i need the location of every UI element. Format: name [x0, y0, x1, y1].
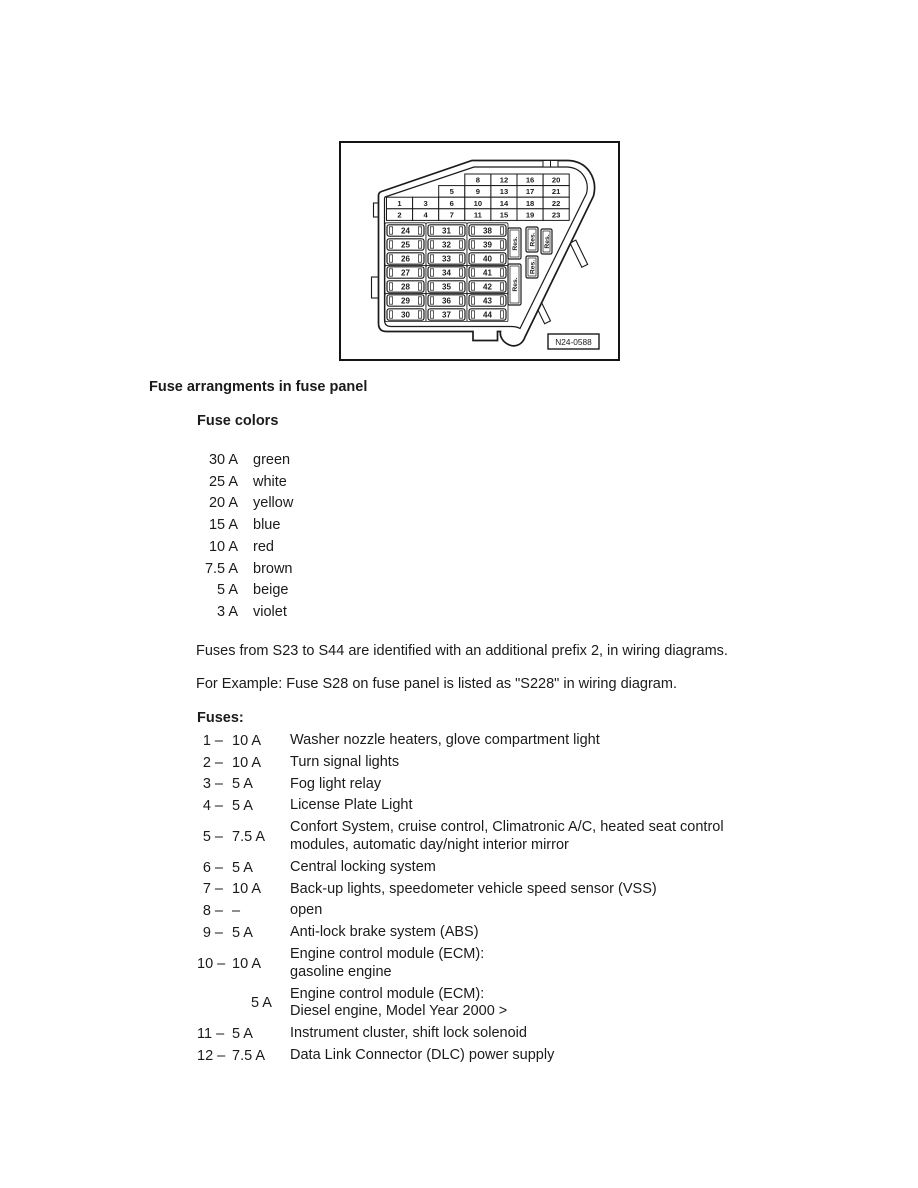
fuse-end-cap [418, 269, 421, 276]
fuse-end-cap [471, 283, 474, 290]
fuse-list-description-line: License Plate Light [290, 797, 413, 814]
fuse-end-cap [471, 297, 474, 304]
fuse-number: 44 [483, 310, 492, 320]
fuse-number: 38 [483, 226, 492, 236]
fuse-list-description [290, 730, 600, 752]
fuse-end-cap [418, 297, 421, 304]
fuse-color-name: beige [253, 582, 289, 599]
fuse-cell-number: 10 [473, 198, 483, 208]
fuse-end-cap [500, 227, 503, 234]
fuse-number: 24 [401, 226, 410, 236]
fuse-number: 40 [483, 254, 492, 264]
fuse-list-amps: – [232, 903, 241, 920]
fuse-list-description-line: Confort System, cruise control, Climatronic A/C, heated seat control [290, 819, 724, 836]
fuse-cell-number: 20 [551, 175, 561, 185]
fuse-number: 42 [483, 282, 492, 292]
fuse-cell-number: 14 [499, 198, 509, 208]
fuse-list-description [290, 1045, 554, 1067]
fuse-number: 39 [483, 240, 492, 250]
fuse-end-cap [430, 227, 433, 234]
fuse-list-description [290, 986, 507, 1021]
fuse-list-description-line: Back-up lights, speedometer vehicle speed sensor (VSS) [290, 880, 657, 897]
fuse-list-number: 7 – [202, 881, 223, 898]
fuses-heading: Fuses: [197, 710, 244, 726]
fuse-cell-number: 23 [551, 210, 561, 220]
fuse-end-cap [459, 311, 462, 318]
fuse-cell-number: 2 [397, 210, 402, 220]
fuse-cell-number: 19 [525, 210, 535, 220]
fuse-cell-number: 13 [499, 187, 509, 197]
fuse-color-name: blue [253, 517, 281, 534]
fuse-list-amps: 10 A [232, 754, 262, 771]
fuse-list-number: 6 – [202, 859, 223, 876]
page-title: Fuse arrangments in fuse panel [149, 379, 368, 395]
fuse-list-description [290, 946, 484, 981]
fuse-list-number: 5 – [202, 828, 223, 845]
fuse-number: 29 [401, 296, 410, 306]
fuse-list-description-line: Fog light relay [290, 775, 382, 792]
res-label: Res. [511, 277, 519, 292]
fuse-list-description-line: modules, automatic day/night interior mirror [290, 836, 569, 853]
fuse-color-row [160, 602, 293, 624]
fuse-list-description-line: Central locking system [290, 858, 436, 875]
fuse-list-number: 4 – [202, 798, 223, 815]
mount-clip [372, 277, 379, 298]
fuse-number: 31 [442, 226, 451, 236]
fuse-number: 34 [442, 268, 451, 278]
fuse-list-description [290, 752, 399, 774]
fuse-number: 28 [401, 282, 410, 292]
fuse-list-number: 2 – [202, 754, 223, 771]
top-latch [543, 161, 551, 168]
fuse-list-row [197, 795, 797, 817]
fuse-list-description-line: Data Link Connector (DLC) power supply [290, 1046, 555, 1063]
fuse-list-amps: 7.5 A [232, 1047, 266, 1064]
fuse-list-description [290, 795, 413, 817]
fuse-cell-number: 11 [473, 210, 482, 220]
fuse-number: 33 [442, 254, 451, 264]
fuse-list-amps: 5 A [232, 925, 253, 942]
res-label: Res. [543, 234, 551, 249]
fuse-color-row [160, 493, 293, 515]
fuse-list-row [197, 752, 797, 774]
fuse-number: 35 [442, 282, 451, 292]
fuse-color-amps: 25 A [208, 473, 238, 490]
fuse-list-amps: 10 A [232, 955, 262, 972]
fuse-list-description [290, 774, 381, 796]
fuse-list-row [197, 817, 797, 857]
fuse-list-amps: 5 A [232, 798, 253, 815]
fuse-list-description-line: gasoline engine [290, 963, 392, 980]
fuse-end-cap [500, 255, 503, 262]
fuse-end-cap [430, 283, 433, 290]
fuse-end-cap [459, 227, 462, 234]
fuse-list-amps: 5 A [232, 1025, 253, 1042]
fuse-end-cap [500, 311, 503, 318]
fuse-cell-number: 6 [449, 198, 454, 208]
fuse-cell-number: 22 [551, 198, 561, 208]
fuse-panel-figure [339, 141, 620, 361]
fuse-end-cap [471, 269, 474, 276]
fuses-list [197, 730, 797, 1067]
res-label: Res. [511, 236, 519, 251]
fuse-end-cap [389, 269, 392, 276]
fuse-cell-number: 7 [449, 210, 454, 220]
fuse-number: 43 [483, 296, 492, 306]
fuse-end-cap [430, 297, 433, 304]
fuse-cell-number: 1 [397, 198, 402, 208]
fuse-cell-number: 15 [499, 210, 509, 220]
fuse-end-cap [430, 311, 433, 318]
fuse-cell-number: 18 [525, 198, 535, 208]
fuse-list-number: 11 – [197, 1025, 225, 1042]
fuse-number: 37 [442, 310, 451, 320]
fuse-end-cap [459, 269, 462, 276]
figure-label: N24-0588 [555, 336, 592, 347]
fuse-list-description [290, 1023, 527, 1045]
fuse-end-cap [500, 297, 503, 304]
fuse-list-amps: 10 A [232, 881, 262, 898]
fuse-list-amps: 7.5 A [232, 828, 266, 845]
fuse-color-name: yellow [253, 495, 294, 512]
fuse-cell-number: 9 [475, 187, 480, 197]
fuse-cell-number: 21 [551, 187, 561, 197]
fuse-end-cap [459, 283, 462, 290]
fuse-cell-number: 16 [525, 175, 535, 185]
fuse-list-row [197, 1023, 797, 1045]
fuse-end-cap [471, 311, 474, 318]
fuse-color-amps: 3 A [217, 603, 238, 620]
fuse-color-row [160, 515, 293, 537]
fuse-number: 32 [442, 240, 451, 250]
fuse-number: 25 [401, 240, 410, 250]
fuse-cell-number: 17 [525, 187, 535, 197]
fuse-cell-number: 4 [423, 210, 428, 220]
fuse-color-row [160, 537, 293, 559]
note-prefix: Fuses from S23 to S44 are identified with an additional prefix 2, in wiring diagrams. [196, 643, 728, 659]
fuse-end-cap [459, 255, 462, 262]
fuse-list-description-line: Instrument cluster, shift lock solenoid [290, 1025, 527, 1042]
fuse-end-cap [471, 241, 474, 248]
fuse-end-cap [418, 241, 421, 248]
fuse-list-row [197, 944, 797, 984]
fuse-end-cap [389, 227, 392, 234]
fuse-cell-number: 8 [475, 175, 480, 185]
fuse-color-name: white [253, 473, 287, 490]
fuse-cell-number: 12 [499, 175, 509, 185]
fuse-list-description-line: Engine control module (ECM): [290, 985, 485, 1002]
fuse-end-cap [471, 255, 474, 262]
fuse-list-row [197, 1045, 797, 1067]
fuse-end-cap [389, 241, 392, 248]
fuse-list-description-line: Turn signal lights [290, 753, 400, 770]
fuse-list-number: 8 – [202, 903, 223, 920]
fuse-list-amps: 5 A [232, 859, 253, 876]
fuse-list-row [197, 730, 797, 752]
fuse-color-amps: 15 A [208, 517, 238, 534]
fuse-end-cap [418, 227, 421, 234]
fuse-end-cap [389, 255, 392, 262]
fuse-color-name: green [253, 452, 291, 468]
fuse-list-number: 1 – [202, 732, 223, 749]
fuse-cell-number: 5 [449, 187, 454, 197]
fuse-list-description-line: Anti-lock brake system (ABS) [290, 924, 479, 941]
fuse-list-description-line: Diesel engine, Model Year 2000 > [290, 1003, 508, 1020]
fuse-end-cap [389, 297, 392, 304]
fuse-color-amps: 7.5 A [204, 560, 238, 577]
fuse-list-row [197, 984, 797, 1024]
fuse-number: 41 [483, 268, 492, 278]
fuse-color-amps: 20 A [208, 495, 238, 512]
figure-label-box [548, 334, 599, 349]
fuse-list-description-line: Washer nozzle heaters, glove compartment light [290, 732, 600, 748]
fuse-list-amps: 5 A [251, 995, 272, 1012]
top-latch [551, 161, 559, 168]
fuse-end-cap [430, 255, 433, 262]
fuse-block-bottom [385, 223, 508, 322]
fuse-end-cap [418, 311, 421, 318]
note-example: For Example: Fuse S28 on fuse panel is listed as "S228" in wiring diagram. [196, 676, 677, 692]
res-label: Res. [529, 232, 537, 247]
fuse-end-cap [471, 227, 474, 234]
fuse-end-cap [389, 311, 392, 318]
fuse-number: 27 [401, 268, 410, 278]
fuse-list-row [197, 857, 797, 879]
fuse-list-number: 10 – [197, 955, 226, 972]
fuse-color-row [160, 450, 293, 472]
mount-clip [570, 240, 588, 267]
fuse-end-cap [430, 269, 433, 276]
fuse-list-row [197, 922, 797, 944]
fuse-list-description-line: open [290, 902, 323, 919]
fuse-end-cap [430, 241, 433, 248]
fuse-number: 30 [401, 310, 410, 320]
fuse-list-description-line: Engine control module (ECM): [290, 946, 485, 963]
fuse-end-cap [418, 255, 421, 262]
fuse-color-amps: 10 A [208, 538, 238, 555]
fuse-list-description [290, 819, 724, 854]
fuse-list-description [290, 857, 436, 879]
fuse-number: 36 [442, 296, 451, 306]
fuse-color-row [160, 472, 293, 494]
fuse-list-amps: 5 A [232, 776, 253, 793]
fuse-color-amps: 30 A [208, 452, 238, 468]
fuse-color-row [160, 580, 293, 602]
fuse-end-cap [500, 269, 503, 276]
fuse-cell-number: 3 [423, 198, 428, 208]
fuse-list-row [197, 900, 797, 922]
fuse-color-name: red [253, 538, 274, 555]
fuse-end-cap [389, 283, 392, 290]
fuse-end-cap [459, 297, 462, 304]
fuse-list-number: 3 – [202, 776, 223, 793]
fuse-colors-heading: Fuse colors [197, 413, 279, 429]
fuse-color-row [160, 559, 293, 581]
fuse-number: 26 [401, 254, 410, 264]
fuse-panel-diagram [341, 143, 618, 359]
fuse-list-number: 9 – [202, 925, 223, 942]
fuse-list-number: 12 – [197, 1047, 226, 1064]
res-label: Res. [529, 259, 537, 275]
fuse-end-cap [500, 241, 503, 248]
fuse-list-amps: 10 A [232, 732, 262, 749]
fuse-list-description [290, 922, 479, 944]
fuse-list-description [290, 879, 657, 901]
fuse-end-cap [500, 283, 503, 290]
fuse-color-name: brown [253, 560, 293, 577]
fuse-color-amps: 5 A [217, 582, 238, 599]
fuse-colors-list [160, 450, 293, 624]
fuse-list-row [197, 879, 797, 901]
fuse-color-name: violet [253, 603, 287, 620]
fuse-list-description [290, 900, 322, 922]
fuse-end-cap [459, 241, 462, 248]
fuse-end-cap [418, 283, 421, 290]
fuse-list-row [197, 774, 797, 796]
